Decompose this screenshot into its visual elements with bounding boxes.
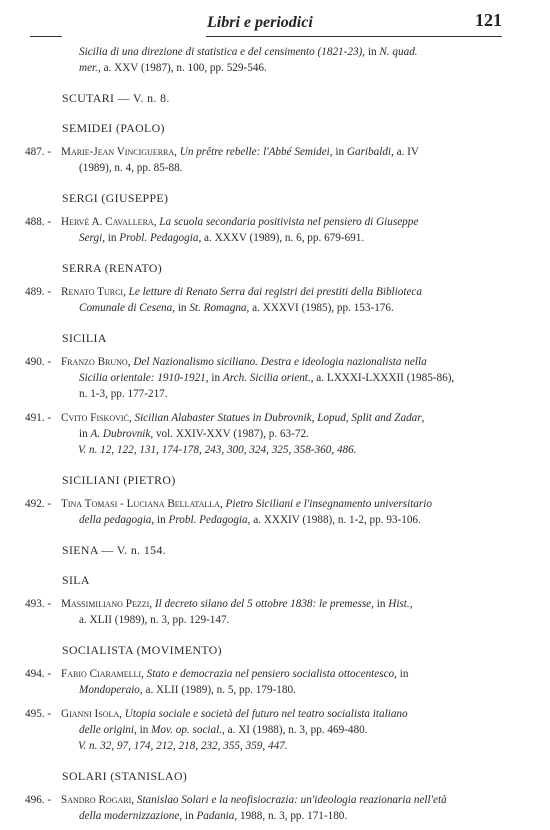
- entry-492: 492. - Tina Tomasi - Luciana Bellatalla, Pietro Siciliani e l'insegnamento universitario della pedagogia, in Probl. Pedagogia, a. XXXIV (1988), n. 1-2, pp. 93-106.: [25, 498, 432, 526]
- subject-heading: SOCIALISTA (MOVIMENTO): [62, 643, 223, 657]
- running-title: Libri e periodici: [207, 14, 313, 31]
- subject-heading: SCUTARI — V. n. 8.: [62, 91, 170, 105]
- subject-heading: SICILIA: [62, 331, 107, 345]
- bibliography-list: Sicilia di una direzione di statistica e del censimento (1821-23), in N. quad. mer., a. XXV (1987), n. 100, pp. 529-546. SCUTARI — V. n. 8. SEMIDEI (PAOLO) 487. - Marie-Jean Vinciguerra, Un prêtre rebelle: l'Abbé Semidei, in Garibaldi, a. IV (1989), n. 4, pp. 85-88. SERGI (GIUSEPPE) 488. - Hervé A. Cavallera, La scuola secondaria positivista nel pensiero di Giuseppe Sergi, in Probl. Pedagogia, a. XXXV (1989), n. 6, pp. 679-691. SERRA (RENATO) 489. - Renato Turci, Le letture di Renato Serra dai registri dei prestiti della Biblioteca Comunale di Cesena, in St. Romagna, a. XXXVI (1985), pp. 153-176. SICILIA 490. - Franzo Bruno, Del Nazionalismo siciliano. Destra e ideologia nazionalista nella Sicilia orientale: 1910-1921, in Arch. Sicilia orient., a. LXXXI-LXXXII (1985-86), n. 1-3, pp. 177-217. 491. - Cvito Fisković, Sicilian Alabaster Statues in Dubrovnik, Lopud, Split and Zadar, in A. Dubrovnik, vol. XXIV-XXV (1987), p. 63-72. V. n. 12, 122, 131, 174-178, 243, 300, 324, 325, 358-360, 486. SICILIANI (PIETRO) 492. - Tina Tomasi - Luciana Bellatalla, Pietro Siciliani e l'insegnamento universitario della pedagogia, in Probl. Pedagogia, a. XXXIV (1988), n. 1-2, pp. 93-106. SIENA — V. n. 154. SILA 493. - Massimiliano Pezzi, Il decreto silano del 5 ottobre 1838: le premesse, in Hist., a. XLII (1989), n. 3, pp. 129-147. SOCIALISTA (MOVIMENTO) 494. - Fabio Ciaramelli, Stato e democrazia nel pensiero socialista ottocentesco, in Mondoperaio, a. XLII (1989), n. 5, pp. 179-180. 495. - Gianni Isola, Utopia sociale e società del futuro nel teatro socialista italiano delle origini, in Mov. op. social., a. XI (1988), n. 3, pp. 469-480. V. n. 32, 97, 174, 212, 218, 232, 355, 359, 447. SOLARI (STANISLAO) 496. - Sandro Rogari, Stanislao Solari e la neofisiocrazia: un'ideologia reazionaria nell'età della modernizzazione, in Padania, 1988, n. 3, pp. 171-180.: [0, 44, 550, 824]
- entry-487: 487. - Marie-Jean Vinciguerra, Un prêtre rebelle: l'Abbé Semidei, in Garibaldi, a. IV (1989), n. 4, pp. 85-88.: [25, 146, 419, 174]
- subject-heading: SEMIDEI (PAOLO): [62, 121, 165, 135]
- cross-references: V. n. 12, 122, 131, 174-178, 243, 300, 324, 325, 358-360, 486.: [78, 444, 357, 456]
- entry-493: 493. - Massimiliano Pezzi, Il decreto silano del 5 ottobre 1838: le premesse, in Hist., a. XLII (1989), n. 3, pp. 129-147.: [25, 598, 413, 626]
- entry-496: 496. - Sandro Rogari, Stanislao Solari e la neofisiocrazia: un'ideologia reazionaria nell'età della modernizzazione, in Padania, 1988, n. 3, pp. 171-180.: [25, 794, 447, 822]
- page-header: [30, 8, 502, 36]
- entry-494: 494. - Fabio Ciaramelli, Stato e democrazia nel pensiero socialista ottocentesco, in Mondoperaio, a. XLII (1989), n. 5, pp. 179-180.: [25, 668, 409, 696]
- subject-heading: SILA: [62, 573, 90, 587]
- subject-heading: SERGI (GIUSEPPE): [62, 191, 169, 205]
- entry-489: 489. - Renato Turci, Le letture di Renato Serra dai registri dei prestiti della Biblioteca Comunale di Cesena, in St. Romagna, a. XXXVI (1985), pp. 153-176.: [25, 286, 422, 314]
- entry-491: 491. - Cvito Fisković, Sicilian Alabaster Statues in Dubrovnik, Lopud, Split and Zadar, in A. Dubrovnik, vol. XXIV-XXV (1987), p. 63-72. V. n. 12, 122, 131, 174-178, 243, 300, 324, 325, 358-360, 486.: [0, 410, 550, 458]
- subject-heading: SIENA — V. n. 154.: [62, 543, 167, 557]
- subject-heading: SERRA (RENATO): [62, 261, 163, 275]
- entry-continuation: Sicilia di una direzione di statistica e del censimento (1821-23), in N. quad.: [79, 46, 418, 58]
- entry-490: 490. - Franzo Bruno, Del Nazionalismo siciliano. Destra e ideologia nazionalista nella Sicilia orientale: 1910-1921, in Arch. Sicilia orient., a. LXXXI-LXXXII (1985-86), n. 1-3, pp. 177-217.: [25, 356, 455, 400]
- subject-heading: SICILIANI (PIETRO): [62, 473, 176, 487]
- cross-references: V. n. 32, 97, 174, 212, 218, 232, 355, 359, 447.: [78, 740, 288, 752]
- page-number: 121: [475, 10, 502, 30]
- header-rule-left: [30, 36, 62, 37]
- entry-495: 495. - Gianni Isola, Utopia sociale e società del futuro nel teatro socialista italiano delle origini, in Mov. op. social., a. XI (1988), n. 3, pp. 469-480. V. n. 32, 97, 174, 212, 218, 232, 355, 359, 447.: [0, 706, 550, 754]
- entry-488: 488. - Hervé A. Cavallera, La scuola secondaria positivista nel pensiero di Giuseppe Sergi, in Probl. Pedagogia, a. XXXV (1989), n. 6, pp. 679-691.: [25, 216, 419, 244]
- subject-heading: SOLARI (STANISLAO): [62, 769, 188, 783]
- header-rule: [206, 36, 502, 37]
